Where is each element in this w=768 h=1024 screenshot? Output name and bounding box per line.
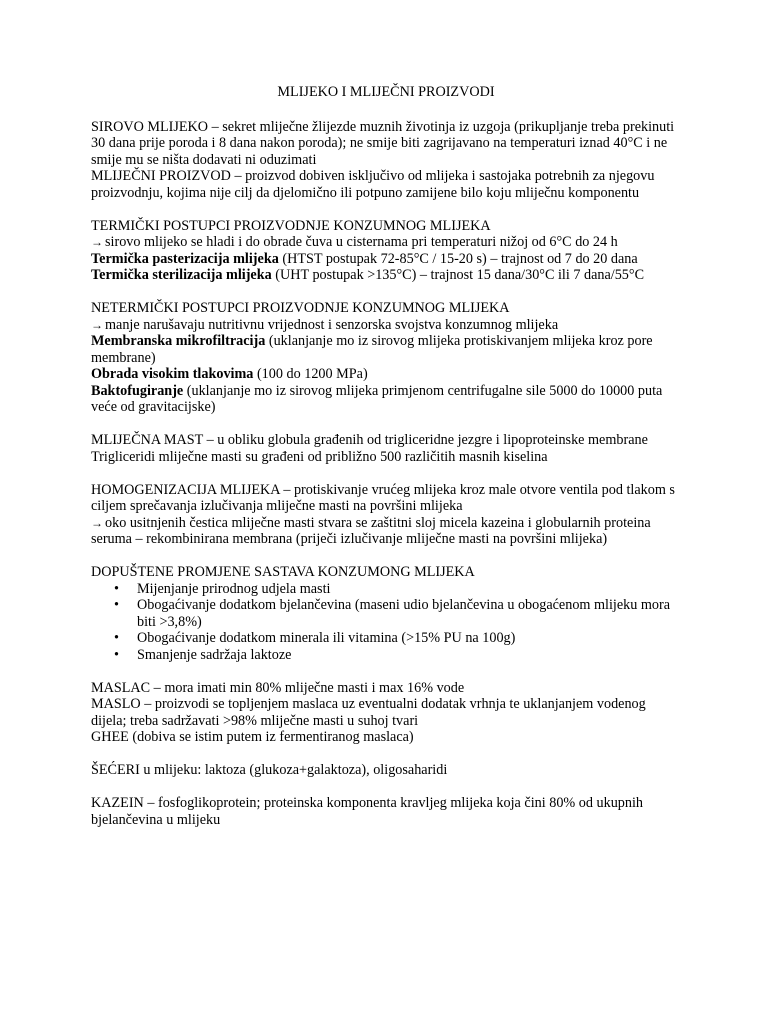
high-pressure-line <box>91 366 681 383</box>
list-item <box>114 647 681 664</box>
microfiltration-line <box>91 333 681 366</box>
milk-product-definition: MLIJEČNI PROIZVOD – proizvod dobiven isključivo od mlijeka i sastojaka potrebnih za njegovu proizvodnju, kojima nije cilj da djelomično ili potpuno zamijene bilo koju mliječnu komponentu <box>91 168 655 201</box>
bactofugation-line <box>91 383 681 416</box>
list-item <box>114 630 681 647</box>
homogenization-definition: HOMOGENIZACIJA MLIJEKA – protiskivanje vrućeg mlijeka kroz male otvore ventila pod tlakom s ciljem sprečavanja izlučivanja mliječne masti na površini mlijeka <box>91 481 675 514</box>
pasteurization-line <box>91 251 681 268</box>
allowed-changes-heading: DOPUŠTENE PROMJENE SASTAVA KONZUMONG MLIJEKA <box>91 564 475 580</box>
bullet-icon: • <box>114 630 119 646</box>
spacer <box>91 779 681 796</box>
milk-fat-definition: MLIJEČNA MAST – u obliku globula građenih od trigliceridne jezgre i lipoproteinske membrane <box>91 432 648 448</box>
clarified-butter-definition: MASLO – proizvodi se topljenjem maslaca uz eventualni dodatak vrhnja te uklanjanjem vodenog dijela; treba sadržavati >98% mliječne masti u suhoj tvari <box>91 696 646 729</box>
ghee-definition: GHEE (dobiva se istim putem iz fermentiranog maslaca) <box>91 729 414 745</box>
bactofugation-desc: (uklanjanje mo iz sirovog mlijeka primjenom centrifugalne sile 5000 do 10000 puta veće od gravitacijske) <box>91 382 663 415</box>
list-item-text: Obogaćivanje dodatkom minerala ili vitamina (>15% PU na 100g) <box>137 630 516 646</box>
list-item-text: Obogaćivanje dodatkom bjelančevina (maseni udio bjelančevina u obogaćenom mlijeku mora biti >3,8%) <box>137 597 671 630</box>
spacer <box>91 284 681 301</box>
arrow-right-icon: → <box>91 515 103 530</box>
list-item <box>114 597 681 630</box>
microfiltration-desc: (uklanjanje mo iz sirovog mlijeka protiskivanjem mlijeka kroz pore membrane) <box>91 333 653 366</box>
bactofugation-term: Baktofugiranje <box>91 382 184 399</box>
document-page <box>91 84 681 828</box>
nonthermal-note-text: manje narušavaju nutritivnu vrijednost i senzorska svojstva konzumnog mlijeka <box>105 316 559 333</box>
homogenization-note <box>91 515 681 548</box>
raw-milk-definition: SIROVO MLIJEKO – sekret mliječne žlijezde muznih životinja iz uzgoja (prikupljanje treba prekinuti 30 dana prije poroda i 8 dana nakon poroda); ne smije biti zagrijavano na temperaturi iznad 40°C i ne smije mu se ništa dodavati ni oduzimati <box>91 118 675 168</box>
nonthermal-note <box>91 317 681 334</box>
arrow-right-icon: → <box>91 235 103 249</box>
sterilization-term: Termička sterilizacija mlijeka <box>91 267 272 283</box>
casein-definition: KAZEIN – fosfoglikoprotein; proteinska komponenta kravljeg mlijeka koja čini 80% od ukupnih bjelančevina u mlijeku <box>91 795 644 828</box>
bullet-icon: • <box>114 597 119 613</box>
allowed-changes-list <box>91 581 681 664</box>
sterilization-desc: (UHT postupak >135°C) – trajnost 15 dana/30°C ili 7 dana/55°C <box>271 267 645 283</box>
nonthermal-heading: NETERMIČKI POSTUPCI PROIZVODNJE KONZUMNOG MLIJEKA <box>91 300 510 316</box>
pasteurization-term: Termička pasterizacija mlijeka <box>91 250 279 267</box>
bullet-icon: • <box>114 580 119 597</box>
homogenization-note-text: oko usitnjenih čestica mliječne masti stvara se zaštitni sloj micela kazeina i globularnih proteina seruma – rekombinirana membrana (priječi izlučivanje mliječne masti na površini mlijeka) <box>91 514 651 547</box>
spacer <box>91 746 681 763</box>
list-item-text: Mijenjanje prirodnog udjela masti <box>137 580 331 597</box>
spacer <box>91 416 681 433</box>
microfiltration-term: Membranska mikrofiltracija <box>91 333 266 349</box>
list-item <box>114 581 681 598</box>
thermal-note <box>91 234 681 251</box>
thermal-note-text: sirovo mlijeko se hladi i do obrade čuva u cisternama pri temperaturi nižoj od 6°C do 24 h <box>105 234 618 250</box>
arrow-right-icon: → <box>91 317 103 332</box>
spacer <box>91 663 681 680</box>
bullet-icon: • <box>114 646 119 663</box>
pasteurization-desc: (HTST postupak 72-85°C / 15-20 s) – trajnost od 7 do 20 dana <box>278 250 638 267</box>
butter-definition: MASLAC – mora imati min 80% mliječne masti i max 16% vode <box>91 679 465 696</box>
spacer <box>91 201 681 218</box>
milk-fat-triglycerides: Trigliceridi mliječne masti su građeni od približno 500 različitih masnih kiselina <box>91 448 548 465</box>
spacer <box>91 548 681 565</box>
document-title: MLIJEKO I MLIJEČNI PROIZVODI <box>277 84 495 100</box>
spacer <box>91 465 681 482</box>
list-item-text: Smanjenje sadržaja laktoze <box>137 646 292 663</box>
sugars-definition: ŠEĆERI u mlijeku: laktoza (glukoza+galaktoza), oligosaharidi <box>91 762 448 778</box>
thermal-heading: TERMIČKI POSTUPCI PROIZVODNJE KONZUMNOG MLIJEKA <box>91 217 491 234</box>
high-pressure-desc: (100 do 1200 MPa) <box>253 366 368 382</box>
sterilization-line <box>91 267 681 284</box>
high-pressure-term: Obrada visokim tlakovima <box>91 366 254 382</box>
